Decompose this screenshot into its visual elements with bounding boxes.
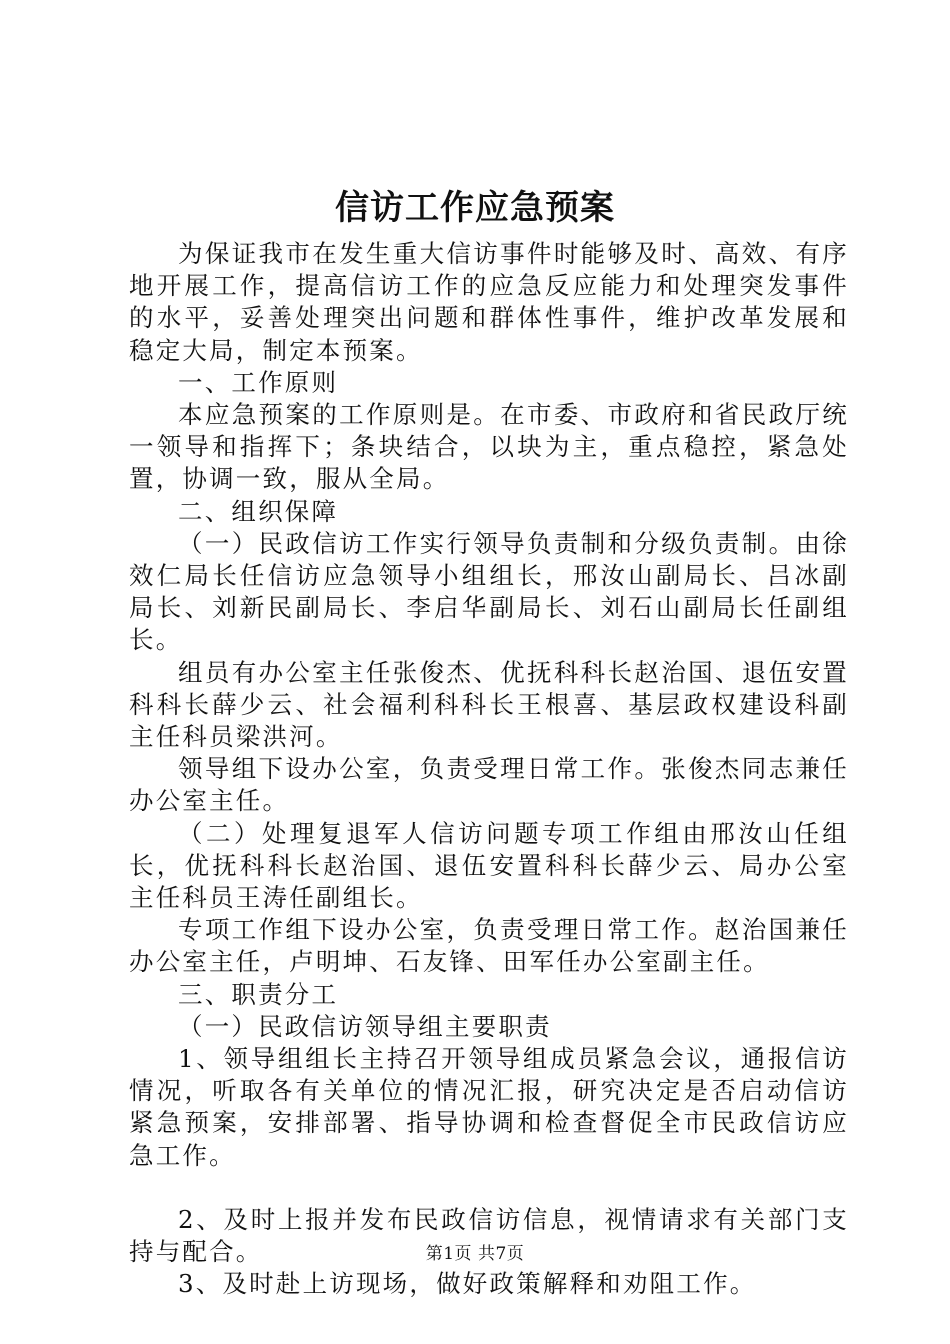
list-item: 3、及时赴上访现场，做好政策解释和劝阻工作。 — [178, 1269, 757, 1299]
document-title: 信访工作应急预案 — [335, 188, 615, 228]
subsection-heading: （一）民政信访领导组主要职责 — [178, 1011, 552, 1041]
list-item: 2、及时上报并发布民政信访信息，视情请求有关部门支持与配合。 — [129, 1204, 849, 1267]
paragraph: 组员有办公室主任张俊杰、优抚科科长赵治国、退伍安置科科长薛少云、社会福利科科长王根喜、基层政权建设科副主任科员梁洪河。 — [129, 657, 849, 752]
section-heading: 一、工作原则 — [178, 367, 339, 397]
list-item: 1、领导组组长主持召开领导组成员紧急会议，通报信访情况，听取各有关单位的情况汇报，研究决定是否启动信访紧急预案，安排部署、指导协调和检查督促全市民政信访应急工作。 — [129, 1044, 849, 1170]
paragraph: （一）民政信访工作实行领导负责制和分级负责制。由徐效仁局长任信访应急领导小组组长，邢汝山副局长、吕冰副局长、刘新民副局长、李启华副局长、刘石山副局长任副组长。 — [129, 528, 849, 655]
section-heading: 三、职责分工 — [178, 979, 339, 1009]
paragraph: 专项工作组下设办公室，负责受理日常工作。赵治国兼任办公室主任，卢明坤、石友锋、田军任办公室副主任。 — [129, 915, 849, 977]
intro-paragraph: 为保证我市在发生重大信访事件时能够及时、高效、有序地开展工作，提高信访工作的应急反应能力和处理突发事件的水平，妥善处理突出问题和群体性事件，维护改革发展和稳定大局，制定本预案。 — [129, 239, 849, 365]
document-body — [129, 238, 849, 1301]
page-footer: 第1页 共7页 — [425, 1244, 525, 1264]
paragraph: 领导组下设办公室，负责受理日常工作。张俊杰同志兼任办公室主任。 — [129, 754, 849, 816]
paragraph: （二）处理复退军人信访问题专项工作组由邢汝山任组长，优抚科科长赵治国、退伍安置科科长薛少云、局办公室主任科员王涛任副组长。 — [129, 818, 849, 913]
paragraph: 本应急预案的工作原则是。在市委、市政府和省民政厅统一领导和指挥下；条块结合，以块为主，重点稳控，紧急处置，协调一致，服从全局。 — [129, 400, 849, 494]
section-heading: 二、组织保障 — [178, 496, 339, 526]
